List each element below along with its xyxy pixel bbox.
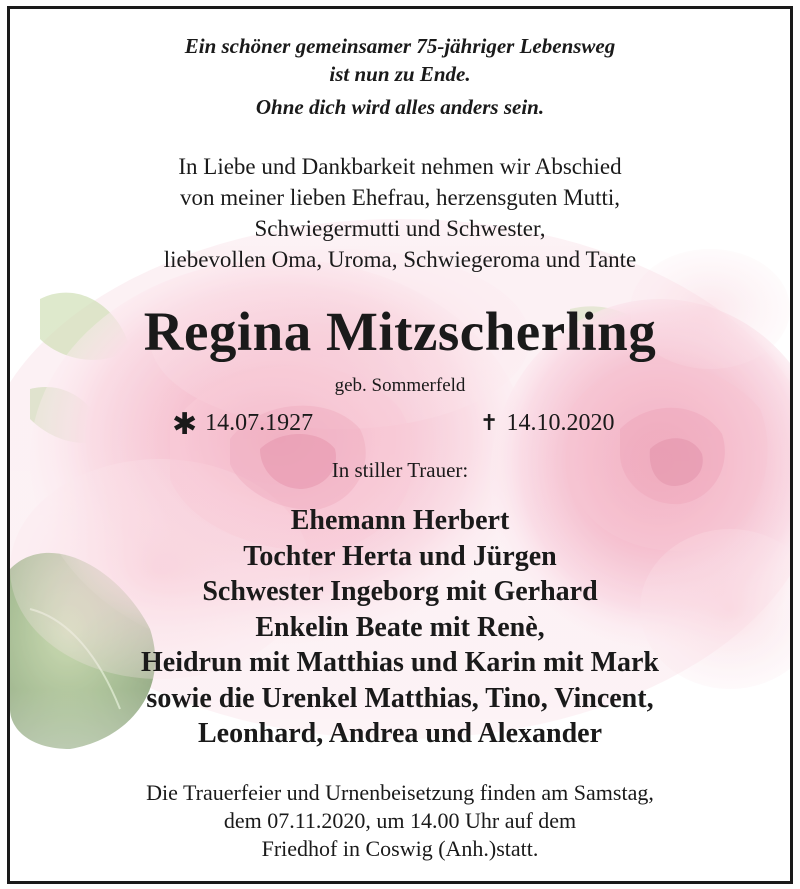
family-line: Ehemann Herbert [290, 505, 510, 536]
life-dates [10, 406, 790, 440]
obituary-content [10, 9, 790, 881]
family-line: sowie die Urenkel Matthias, Tino, Vincent, [146, 682, 654, 714]
intro-line: von meiner lieben Ehefrau, herzensguten Mutti, [179, 185, 621, 210]
motto-line-3: Ohne dich wird alles anders sein. [255, 95, 545, 119]
birth-star-icon: ✱ [172, 407, 198, 442]
intro-line: liebevollen Oma, Uroma, Schwiegeroma und Tante [163, 247, 637, 272]
death-date: 14.10.2020 [506, 410, 615, 436]
intro-line: In Liebe und Dankbarkeit nehmen wir Abschied [178, 154, 622, 179]
motto-line-2: ist nun zu Ende. [329, 62, 471, 86]
maiden-name: geb. Sommerfeld [334, 375, 466, 396]
funeral-line: dem 07.11.2020, um 14.00 Uhr auf dem [223, 808, 577, 833]
death-cross-icon: ✝ [480, 411, 499, 436]
family-line: Leonhard, Andrea und Alexander [197, 718, 603, 749]
farewell-intro [10, 151, 790, 275]
mourning-label: In stiller Trauer: [331, 458, 469, 482]
birth-date-group [172, 406, 313, 442]
family-line: Heidrun mit Matthias und Karin mit Mark [140, 647, 659, 678]
funeral-line: Die Trauerfeier und Urnenbeisetzung finden am Samstag, [146, 780, 654, 805]
motto-closing [10, 93, 790, 121]
deceased-name: Regina Mitzscherling [143, 301, 657, 362]
family-line: Schwester Ingeborg mit Gerhard [202, 576, 598, 607]
family-list [10, 503, 790, 752]
funeral-notice [10, 779, 790, 863]
birth-date: 14.07.1927 [205, 410, 314, 436]
motto-line-1: Ein schöner gemeinsamer 75-jähriger Lebensweg [184, 34, 616, 58]
funeral-line: Friedhof in Coswig (Anh.)statt. [261, 836, 539, 861]
death-date-group [480, 406, 614, 441]
family-line: Tochter Herta und Jürgen [243, 540, 557, 572]
obituary-frame [7, 6, 793, 884]
intro-line: Schwiegermutti und Schwester, [254, 216, 546, 241]
motto-block [10, 32, 790, 88]
family-line: Enkelin Beate mit Renè, [255, 611, 545, 643]
